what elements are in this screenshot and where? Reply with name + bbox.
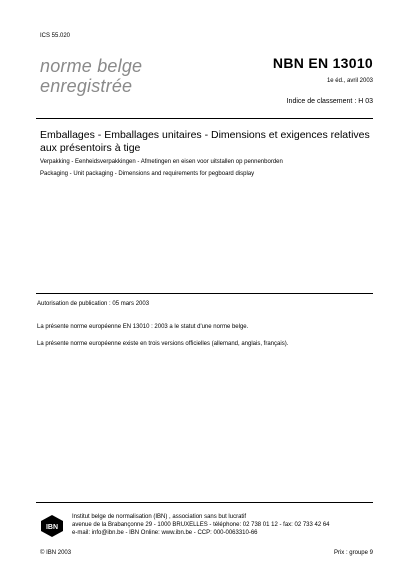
institute-address: avenue de la Brabançonne 29 - 1000 BRUXELLES - téléphone: 02 738 01 12 - fax: 02 733 42 64: [72, 522, 330, 528]
brand-line-2: enregistrée: [40, 76, 133, 96]
divider-middle: [36, 293, 373, 294]
versions-statement: La présente norme européenne existe en trois versions officielles (allemand, anglais, français).: [37, 341, 289, 347]
title-nl: Verpakking - Eenheidsverpakkingen - Afmetingen en eisen voor uitstallen op pennenborden: [40, 159, 283, 165]
title-en: Packaging - Unit packaging - Dimensions and requirements for pegboard display: [40, 171, 255, 177]
divider-top: [36, 118, 373, 119]
logo-text: IBN: [45, 524, 59, 531]
classification-index: Indice de classement : H 03: [286, 98, 373, 105]
status-statement: La présente norme européenne EN 13010 : 2003 a le statut d'une norme belge.: [37, 324, 249, 330]
title-fr-line-2: aux présentoirs à tige: [40, 142, 141, 154]
ibn-logo-icon: [40, 514, 64, 538]
copyright: © IBN 2003: [40, 550, 72, 556]
divider-bottom: [36, 502, 373, 503]
title-fr-line-1: Emballages - Emballages unitaires - Dimensions et exigences relatives: [40, 129, 370, 141]
price-group: Prix : groupe 9: [333, 550, 373, 556]
edition-date: 1e éd., avril 2003: [326, 78, 373, 84]
institute-name: Institut belge de normalisation (IBN) , association sans but lucratif: [72, 514, 247, 520]
standard-number: NBN EN 13010: [272, 55, 373, 71]
institute-contact: e-mail: info@ibn.be - IBN Online: www.ibn.be - CCP: 000-0063310-66: [72, 530, 258, 536]
brand-line-1: norme belge: [40, 56, 143, 76]
ics-code: ICS 55.020: [40, 33, 71, 39]
publication-authorisation: Autorisation de publication : 05 mars 2003: [37, 301, 150, 307]
